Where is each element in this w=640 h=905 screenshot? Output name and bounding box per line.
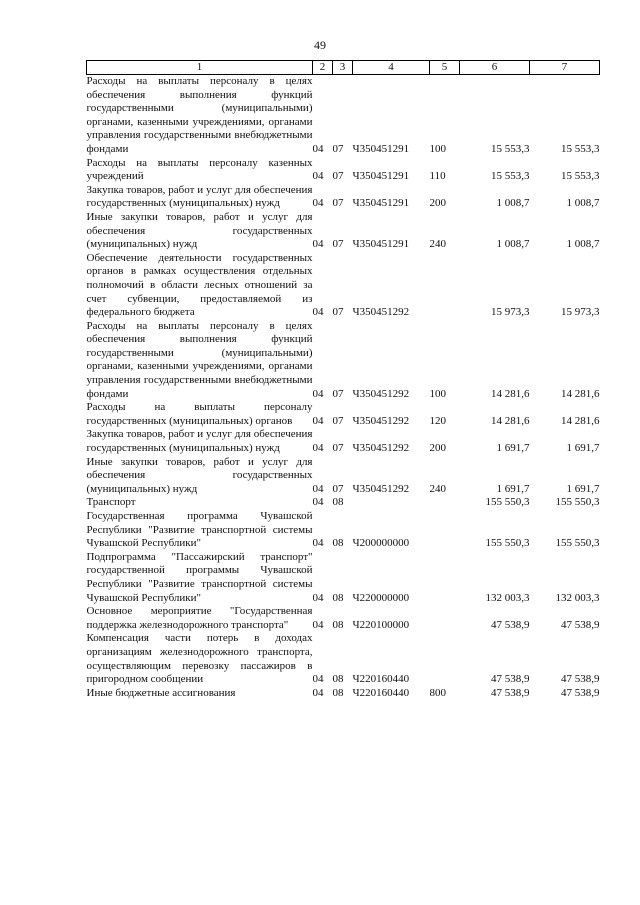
table-row: [87, 320, 600, 402]
column-header-4: 4: [353, 61, 430, 75]
row-amount-1: 47 538,9: [491, 686, 530, 699]
row-amount-1: 14 281,6: [491, 414, 530, 427]
row-target-article: Ч220160440: [352, 673, 410, 686]
row-section: 04: [312, 387, 324, 400]
row-amount-2: 15 553,3: [561, 170, 600, 183]
row-amount-1: 47 538,9: [491, 618, 530, 631]
row-expense-type: 100: [429, 387, 446, 400]
row-amount-1: 132 003,3: [485, 591, 530, 604]
row-amount-2: 15 553,3: [561, 142, 600, 155]
row-amount-2: 47 538,9: [561, 618, 600, 631]
row-amount-2: 155 550,3: [555, 496, 600, 509]
row-section: 04: [312, 537, 324, 550]
table-row: [87, 211, 600, 252]
row-amount-1: 1 008,7: [496, 197, 530, 210]
table-row: [87, 605, 600, 632]
row-target-article: Ч350451291: [352, 197, 410, 210]
row-target-article: Ч220100000: [352, 618, 410, 631]
table-row: [87, 75, 600, 157]
row-target-article: Ч220160440: [352, 686, 410, 699]
table-row: [87, 510, 600, 551]
column-header-3: 3: [333, 61, 353, 75]
table-body: [87, 75, 600, 701]
row-section: 04: [312, 170, 324, 183]
column-header-2: 2: [313, 61, 333, 75]
row-subsection: 07: [332, 306, 344, 319]
row-target-article: Ч200000000: [352, 537, 410, 550]
row-section: 04: [312, 442, 324, 455]
column-header-6: 6: [460, 61, 530, 75]
row-section: 04: [312, 238, 324, 251]
row-name: Подпрограмма "Пассажирский транспорт" государственной программы Чувашской Республики "Развитие транспортной системы Чувашской Республики": [86, 550, 313, 604]
row-subsection: 07: [332, 197, 344, 210]
row-amount-2: 1 691,7: [566, 482, 600, 495]
row-target-article: [353, 496, 430, 510]
row-section: 04: [312, 686, 324, 699]
row-target-article: Ч350451291: [352, 170, 410, 183]
row-name: Расходы на выплаты персоналу государственных (муниципальных) органов: [86, 401, 313, 427]
row-name: Расходы на выплаты персоналу в целях обеспечения выполнения функций государственными (муниципальными) органами, казенными учреждениями, органами управления государственными внебюджетными фондами: [86, 75, 313, 155]
row-target-article: Ч350451291: [352, 238, 410, 251]
row-subsection: 08: [332, 673, 344, 686]
table-row: [87, 551, 600, 605]
page-number: 49: [314, 38, 326, 52]
budget-table: [86, 60, 600, 700]
row-target-article: Ч350451292: [352, 442, 410, 455]
row-section: 04: [312, 482, 324, 495]
row-amount-2: 132 003,3: [555, 591, 600, 604]
row-subsection: 08: [332, 537, 344, 550]
row-target-article: Ч220000000: [352, 591, 410, 604]
row-name: Транспорт: [86, 496, 136, 509]
table-header: [87, 61, 600, 75]
row-section: 04: [312, 591, 324, 604]
row-name: Иные закупки товаров, работ и услуг для обеспечения государственных (муниципальных) нужд: [86, 455, 313, 495]
row-subsection: 08: [332, 591, 344, 604]
row-subsection: 08: [332, 618, 344, 631]
row-target-article: Ч350451291: [352, 142, 410, 155]
header-row: [87, 61, 600, 75]
row-name: Расходы на выплаты персоналу в целях обеспечения выполнения функций государственными (муниципальными) органами, казенными учреждениями, органами управления государственными внебюджетными фондами: [86, 319, 313, 400]
column-header-5: 5: [430, 61, 460, 75]
row-section: 04: [312, 197, 324, 210]
row-section: 04: [312, 673, 324, 686]
row-target-article: Ч350451292: [352, 306, 410, 319]
table-row: [87, 496, 600, 510]
row-expense-type: 240: [429, 238, 446, 251]
row-expense-type: [430, 605, 460, 632]
row-name: Компенсация части потерь в доходах организациям железнодорожного транспорта, осуществляющим перевозку пассажиров в пригородном сообщении: [86, 632, 313, 686]
row-target-article: Ч350451292: [352, 482, 410, 495]
row-expense-type: 800: [429, 686, 446, 699]
row-amount-2: 14 281,6: [561, 387, 600, 400]
row-target-article: Ч350451292: [352, 387, 410, 400]
row-name: Закупка товаров, работ и услуг для обеспечения государственных (муниципальных) нужд: [86, 428, 313, 455]
row-amount-2: 14 281,6: [561, 414, 600, 427]
table-row: [87, 401, 600, 428]
row-amount-1: 15 973,3: [491, 306, 530, 319]
table-row: [87, 687, 600, 701]
row-expense-type: [430, 496, 460, 510]
row-expense-type: [430, 252, 460, 320]
row-amount-1: 15 553,3: [491, 142, 530, 155]
row-amount-1: 155 550,3: [485, 496, 530, 509]
row-amount-1: 1 691,7: [496, 442, 530, 455]
row-section: 04: [312, 142, 324, 155]
row-expense-type: [430, 510, 460, 551]
row-amount-2: 1 008,7: [566, 238, 600, 251]
table-row: [87, 428, 600, 455]
row-subsection: 07: [332, 414, 344, 427]
table-row: [87, 456, 600, 497]
row-subsection: 07: [332, 442, 344, 455]
row-subsection: 07: [332, 142, 344, 155]
row-expense-type: 110: [429, 170, 446, 183]
row-amount-2: 47 538,9: [561, 673, 600, 686]
row-name: Иные закупки товаров, работ и услуг для обеспечения государственных (муниципальных) нужд: [86, 210, 313, 251]
row-name: Обеспечение деятельности государственных органов в рамках осуществления отдельных полномочий в области лесных отношений за счет субвенции, предоставляемой из федерального бюджета: [86, 251, 313, 319]
row-subsection: 07: [332, 482, 344, 495]
row-target-article: Ч350451292: [352, 414, 410, 427]
row-amount-2: 47 538,9: [561, 686, 600, 699]
row-subsection: 07: [332, 238, 344, 251]
table-row: [87, 184, 600, 211]
row-amount-1: 1 008,7: [496, 238, 530, 251]
row-amount-1: 1 691,7: [496, 482, 530, 495]
row-amount-1: 47 538,9: [491, 673, 530, 686]
row-expense-type: [430, 551, 460, 605]
column-header-7: 7: [530, 61, 600, 75]
row-name: Закупка товаров, работ и услуг для обеспечения государственных (муниципальных) нужд: [86, 183, 313, 210]
row-section: 04: [312, 414, 324, 427]
row-amount-1: 14 281,6: [491, 387, 530, 400]
row-amount-1: 155 550,3: [485, 537, 530, 550]
row-expense-type: 120: [429, 414, 446, 427]
row-name: Иные бюджетные ассигнования: [86, 686, 236, 699]
row-amount-2: 155 550,3: [555, 537, 600, 550]
row-expense-type: 200: [429, 442, 446, 455]
row-subsection: 08: [332, 686, 344, 699]
column-header-1: 1: [87, 61, 313, 75]
row-amount-2: 1 691,7: [566, 442, 600, 455]
row-expense-type: 240: [429, 482, 446, 495]
row-subsection: 07: [332, 170, 344, 183]
row-subsection: 08: [332, 496, 344, 509]
row-subsection: 07: [332, 387, 344, 400]
row-name: Основное мероприятие "Государственная поддержка железнодорожного транспорта": [86, 605, 313, 631]
table-row: [87, 157, 600, 184]
row-expense-type: [430, 632, 460, 686]
table-row: [87, 252, 600, 320]
row-amount-1: 15 553,3: [491, 170, 530, 183]
row-expense-type: 100: [429, 142, 446, 155]
row-section: 04: [312, 618, 324, 631]
row-expense-type: 200: [429, 197, 446, 210]
row-name: Государственная программа Чувашской Республики "Развитие транспортной системы Чувашской Республики": [86, 510, 313, 550]
row-name: Расходы на выплаты персоналу казенных учреждений: [86, 156, 313, 183]
row-amount-2: 1 008,7: [566, 197, 600, 210]
row-section: 04: [312, 496, 324, 509]
row-section: 04: [312, 306, 324, 319]
row-amount-2: 15 973,3: [561, 306, 600, 319]
table-row: [87, 632, 600, 686]
